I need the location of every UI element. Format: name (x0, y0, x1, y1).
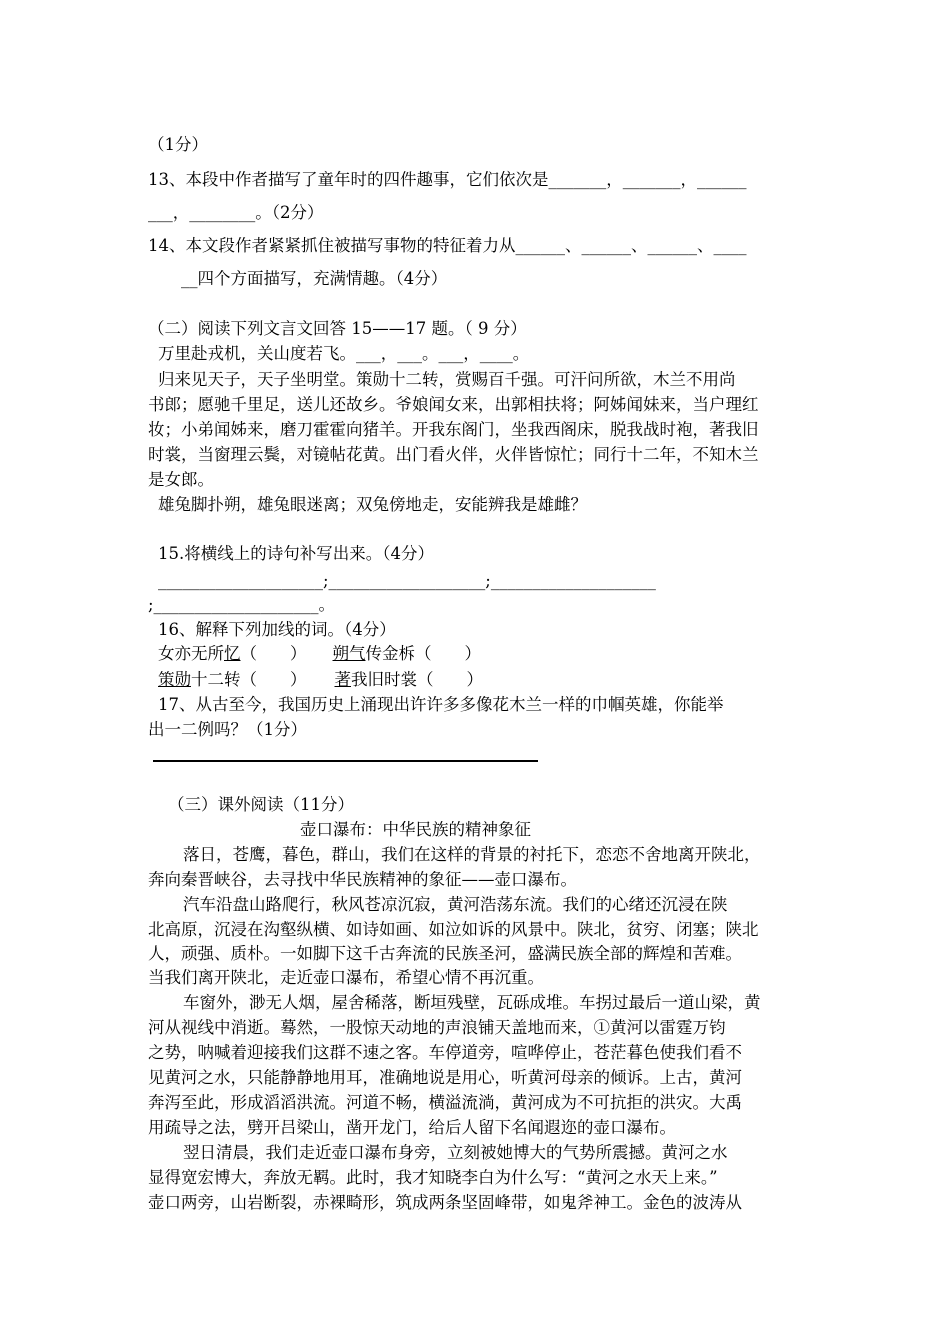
q16-row-1 (158, 646, 481, 663)
q16-item-4-word: 著 (334, 670, 351, 689)
q16-item-1-pre: 女亦无所 (158, 644, 224, 663)
q16-item-2-post: 传金柝（ ） (365, 644, 481, 663)
q16-item-3-post: 十二转（ ） (191, 670, 307, 689)
q16-item-4-post: 我旧时裳（ ） (351, 670, 483, 689)
q16-row-2 (158, 672, 483, 689)
article-line-2: 奔向秦晋峡谷，去寻找中华民族精神的象征——壶口瀑布。 (148, 870, 577, 889)
q15-prompt: 15.将横线上的诗句补写出来。（4分） (158, 544, 434, 563)
article-line-15: 壶口两旁，山岩断裂，赤裸畸形，筑成两条坚固峰带，如鬼斧神工。金色的波涛从 (148, 1193, 742, 1212)
article-line-9: 之势，呐喊着迎接我们这群不速之客。车停道旁，喧哗停止，苍茫暮色使我们看不 (148, 1043, 742, 1062)
article-line-1: 落日，苍鹰，暮色，群山，我们在这样的背景的衬托下，恋恋不舍地离开陕北， (183, 845, 761, 864)
article-line-8: 河从视线中消逝。蓦然，一股惊天动地的声浪铺天盖地而来，①黄河以雷霆万钧 (148, 1018, 726, 1037)
article-line-12: 用疏导之法，劈开吕梁山，凿开龙门，给后人留下名闻遐迩的壶口瀑布。 (148, 1118, 676, 1137)
poem-line-2: 归来见天子，天子坐明堂。策勋十二转，赏赐百千强。可汗问所欲，木兰不用尚 (158, 370, 736, 389)
article-line-14: 显得宽宏博大，奔放无羁。此时，我才知晓李白为什么写：“黄河之水天上来。” (148, 1168, 718, 1187)
article-line-13: 翌日清晨，我们走近壶口瀑布身旁，立刻被她博大的气势所震撼。黄河之水 (183, 1143, 728, 1162)
article-line-10: 见黄河之水，只能静静地用耳，准确地说是用心，听黄河母亲的倾诉。上古，黄河 (148, 1068, 742, 1087)
poem-line-4: 妆；小弟闻姊来，磨刀霍霍向猪羊。开我东阁门，坐我西阁床，脱我战时袍，著我旧 (148, 420, 759, 439)
article-title: 壶口瀑布：中华民族的精神象征 (300, 820, 531, 839)
q14-line-1: 14、本文段作者紧紧抓住被描写事物的特征着力从______、______、______、____ (148, 236, 747, 255)
article-line-7: 车窗外，渺无人烟，屋舍稀落，断垣残壁，瓦砾成堆。车拐过最后一道山梁，黄 (183, 993, 761, 1012)
section3-heading: （三）课外阅读（11分） (168, 795, 354, 814)
section2-heading: （二）阅读下列文言文回答 15——17 题。（ 9 分） (148, 319, 527, 338)
article-line-6: 当我们离开陕北，走近壶口瀑布，希望心情不再沉重。 (148, 968, 544, 987)
q15-blank-line-2: ;____________________。 (148, 595, 336, 614)
poem-line-5: 时裳，当窗理云鬓，对镜帖花黄。出门看火伴，火伴皆惊忙；同行十二年，不知木兰 (148, 445, 759, 464)
poem-line-6: 是女郎。 (148, 470, 214, 489)
q13-line-1: 13、本段中作者描写了童年时的四件趣事，它们依次是_______，_______，______ (148, 170, 747, 189)
q16-item-1-word: 忆 (224, 644, 241, 663)
poem-line-7: 雄兔脚扑朔，雄兔眼迷离；双兔傍地走，安能辨我是雄雌？ (158, 495, 587, 514)
q16-item-1-post: （ ） (240, 644, 307, 663)
article-line-5: 人，顽强、质朴。一如脚下这千古奔流的民族圣河，盛满民族全部的辉煌和苦难。 (148, 944, 742, 963)
q17-answer-line (153, 760, 538, 762)
q15-blank-line-1: ____________________;___________________;____________________ (158, 571, 656, 590)
q13-line-2: ___，________。（2分） (148, 203, 324, 222)
article-line-4: 北高原，沉浸在沟壑纵横、如诗如画、如泣如诉的风景中。陕北，贫穷、闭塞；陕北 (148, 920, 759, 939)
poem-line-3: 书郎；愿驰千里足，送儿还故乡。爷娘闻女来，出郭相扶将；阿姊闻妹来，当户理红 (148, 395, 759, 414)
article-line-3: 汽车沿盘山路爬行，秋风苍凉沉寂，黄河浩荡东流。我们的心绪还沉浸在陕 (183, 895, 728, 914)
q17-line-1: 17、从古至今，我国历史上涌现出许许多多像花木兰一样的巾帼英雄，你能举 (158, 695, 724, 714)
q16-item-2-word: 朔气 (332, 644, 366, 663)
q14-line-2: __四个方面描写，充满情趣。（4分） (181, 269, 448, 288)
q16-prompt: 16、解释下列加线的词。（4分） (158, 620, 396, 639)
q12-score: （1分） (148, 135, 208, 154)
q17-line-2: 出一二例吗？（1分） (148, 720, 307, 739)
poem-line-1: 万里赴戎机，关山度若飞。___，___。___，____。 (158, 344, 530, 363)
q16-item-3-word: 策勋 (158, 670, 191, 689)
article-line-11: 奔泻至此，形成滔滔洪流。河道不畅，横溢流淌，黄河成为不可抗拒的洪灾。大禹 (148, 1093, 742, 1112)
